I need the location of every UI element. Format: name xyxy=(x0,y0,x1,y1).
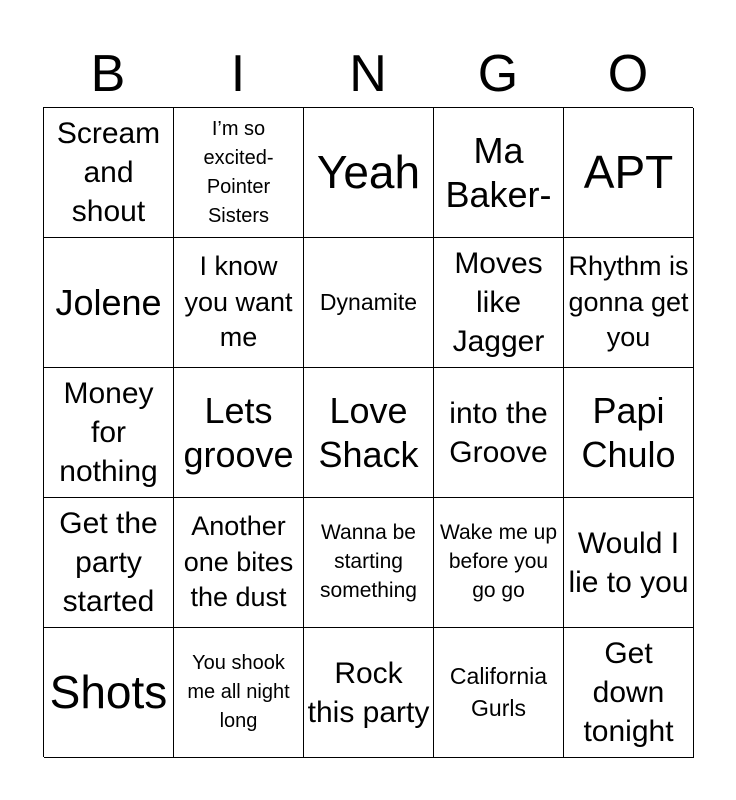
cell-text: Lets groove xyxy=(183,390,294,475)
bingo-header xyxy=(43,40,693,108)
cell-text: Get down tonight xyxy=(583,637,674,748)
bingo-cell-r3-c3[interactable] xyxy=(304,368,434,498)
bingo-cell-r4-c4[interactable] xyxy=(434,498,564,628)
cell-text: Would I lie to you xyxy=(568,526,689,599)
cell-text: Dynamite xyxy=(319,288,418,315)
bingo-cell-r1-c5[interactable] xyxy=(564,108,694,238)
bingo-cell-r3-c2[interactable] xyxy=(174,368,304,498)
bingo-cell-r5-c4[interactable] xyxy=(434,628,564,758)
cell-text: into the Groove xyxy=(449,396,548,469)
cell-text: Scream and shout xyxy=(56,117,161,228)
bingo-cell-r1-c4[interactable] xyxy=(434,108,564,238)
header-letter-g: G xyxy=(477,45,519,103)
bingo-board xyxy=(43,107,693,757)
cell-text: I’m so excited- Pointer Sisters xyxy=(203,117,274,227)
cell-text: You shook me all night long xyxy=(187,652,290,732)
cell-text: California Gurls xyxy=(449,663,548,721)
cell-text: Shots xyxy=(49,665,168,718)
header-letter-i: I xyxy=(230,45,246,103)
bingo-cell-r3-c1[interactable] xyxy=(44,368,174,498)
bingo-cell-r1-c1[interactable] xyxy=(44,108,174,238)
bingo-cell-r5-c1[interactable] xyxy=(44,628,174,758)
header-letter-n: N xyxy=(349,45,387,103)
bingo-cell-r2-c4[interactable] xyxy=(434,238,564,368)
cell-text: Yeah xyxy=(316,145,421,198)
bingo-cell-r2-c1[interactable] xyxy=(44,238,174,368)
cell-text: Jolene xyxy=(55,281,162,323)
header-letter-o: O xyxy=(607,45,649,103)
cell-text: Another one bites the dust xyxy=(183,510,294,613)
header-letter-b: B xyxy=(90,45,126,103)
bingo-cell-r1-c3[interactable] xyxy=(304,108,434,238)
cell-text: Love Shack xyxy=(318,390,419,475)
cell-text: Money for nothing xyxy=(59,377,158,488)
bingo-cell-r1-c2[interactable] xyxy=(174,108,304,238)
bingo-cell-r3-c5[interactable] xyxy=(564,368,694,498)
bingo-cell-r4-c2[interactable] xyxy=(174,498,304,628)
bingo-cell-r4-c3[interactable] xyxy=(304,498,434,628)
bingo-cell-r2-c3[interactable] xyxy=(304,238,434,368)
cell-text: I know you want me xyxy=(184,250,293,353)
bingo-cell-r5-c2[interactable] xyxy=(174,628,304,758)
cell-text: Wanna be starting something xyxy=(320,521,417,602)
bingo-cell-r4-c1[interactable] xyxy=(44,498,174,628)
bingo-cell-r2-c2[interactable] xyxy=(174,238,304,368)
bingo-cell-r3-c4[interactable] xyxy=(434,368,564,498)
bingo-cell-r5-c5[interactable] xyxy=(564,628,694,758)
cell-text: Moves like Jagger xyxy=(452,247,545,358)
cell-text: Rhythm is gonna get you xyxy=(568,250,689,353)
cell-text: Wake me up before you go go xyxy=(439,521,558,602)
bingo-cell-r5-c3[interactable] xyxy=(304,628,434,758)
cell-text: Get the party started xyxy=(59,507,158,618)
bingo-cell-r2-c5[interactable] xyxy=(564,238,694,368)
cell-text: APT xyxy=(583,145,674,198)
cell-text: Ma Baker- xyxy=(445,130,552,215)
cell-text: Papi Chulo xyxy=(581,390,676,475)
bingo-cell-r4-c5[interactable] xyxy=(564,498,694,628)
cell-text: Rock this party xyxy=(307,656,430,729)
